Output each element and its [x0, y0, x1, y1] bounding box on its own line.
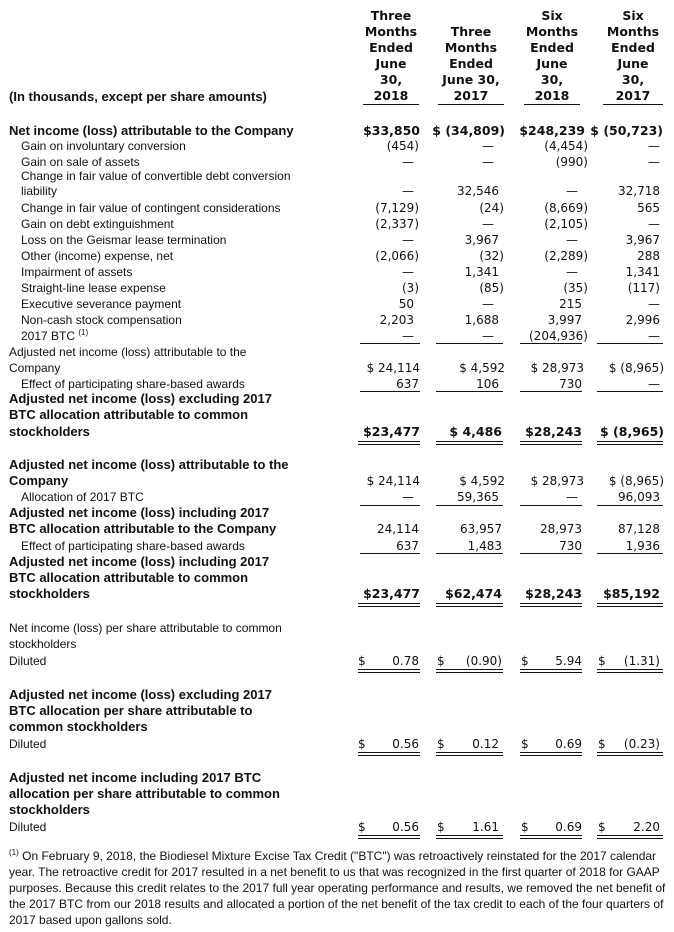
- cell: —: [482, 297, 494, 311]
- row-label: Diluted: [9, 654, 47, 668]
- currency-symbol: $: [521, 737, 529, 751]
- cell: (1.31): [623, 654, 660, 668]
- total-rule: [520, 603, 582, 607]
- cell: (3): [402, 281, 419, 295]
- cell: —: [482, 155, 494, 169]
- cell: (2,337): [375, 217, 419, 231]
- cell: 1,936: [625, 539, 660, 553]
- row-label: stockholders: [9, 637, 77, 651]
- row-label-text: 2017 BTC: [21, 329, 76, 343]
- subtotal-rule: [520, 505, 582, 506]
- total-rule: [520, 669, 582, 673]
- cell: $ 4,592: [459, 361, 505, 375]
- cell: $ (34,809): [432, 123, 505, 138]
- cell: 2,996: [625, 313, 660, 327]
- cell: 3,967: [625, 233, 660, 247]
- cell: $62,474: [445, 586, 502, 601]
- cell: 730: [559, 539, 582, 553]
- cell: —: [566, 184, 578, 198]
- subtotal-rule: [520, 553, 582, 554]
- cell: (2,289): [544, 249, 588, 263]
- row-label: Adjusted net income (loss) attributable to the: [9, 457, 289, 472]
- cell: —: [402, 265, 414, 279]
- cell: 0.69: [555, 737, 582, 751]
- currency-symbol: $: [598, 820, 606, 834]
- subtotal-rule: [360, 391, 420, 392]
- total-rule: [597, 835, 663, 839]
- cell: 1.61: [472, 820, 499, 834]
- cell: —: [402, 329, 414, 343]
- subtotal-rule: [597, 505, 663, 506]
- cell: 288: [637, 249, 660, 263]
- total-rule: [358, 835, 420, 839]
- subtotal-rule: [436, 391, 503, 392]
- row-label: BTC allocation per share attributable to: [9, 703, 253, 718]
- cell: 63,957: [460, 522, 502, 536]
- footnote-marker: (1): [9, 848, 19, 857]
- cell: —: [402, 490, 414, 504]
- cell: —: [648, 297, 660, 311]
- units-label: (In thousands, except per share amounts): [9, 89, 267, 104]
- cell: 0.12: [472, 737, 499, 751]
- cell: —: [482, 329, 494, 343]
- row-label: Gain on involuntary conversion: [21, 139, 186, 153]
- row-label: Diluted: [9, 737, 47, 751]
- cell: —: [648, 139, 660, 153]
- subtotal-rule: [436, 343, 503, 344]
- row-label: [21, 328, 88, 344]
- currency-symbol: $: [437, 820, 445, 834]
- currency-symbol: $: [437, 737, 445, 751]
- cell: $ (50,723): [590, 123, 663, 138]
- subtotal-rule: [436, 553, 503, 554]
- cell: (0.23): [623, 737, 660, 751]
- cell: —: [648, 329, 660, 343]
- cell: 32,718: [618, 184, 660, 198]
- subtotal-rule: [520, 391, 582, 392]
- total-rule: [520, 441, 582, 445]
- total-rule: [358, 603, 420, 607]
- row-label: Adjusted net income (loss) excluding 2017: [9, 687, 272, 702]
- cell: $23,477: [363, 424, 420, 439]
- row-label: Impairment of assets: [21, 265, 133, 279]
- cell: —: [648, 155, 660, 169]
- cell: (4,454): [544, 139, 588, 153]
- subtotal-rule: [597, 391, 663, 392]
- cell: —: [566, 265, 578, 279]
- col-header-6m-2018: Six Months Ended June 30, 2018: [525, 8, 579, 103]
- total-rule: [597, 603, 663, 607]
- row-label: stockholders: [9, 802, 90, 817]
- cell: (454): [386, 139, 419, 153]
- footnote-ref: (1): [78, 328, 89, 337]
- cell: 0.69: [555, 820, 582, 834]
- cell: 0.56: [392, 737, 419, 751]
- row-label: Gain on debt extinguishment: [21, 217, 174, 231]
- cell: —: [402, 233, 414, 247]
- total-rule: [358, 669, 420, 673]
- row-label: BTC allocation attributable to common: [9, 570, 249, 585]
- col-header-6m-2017: Six Months Ended June 30, 2017: [603, 8, 663, 105]
- cell: $ 24,114: [366, 474, 420, 488]
- cell: —: [402, 184, 414, 198]
- cell: —: [566, 490, 578, 504]
- cell: 32,546: [457, 184, 499, 198]
- cell: —: [648, 217, 660, 231]
- cell: 637: [396, 539, 419, 553]
- row-label: BTC allocation attributable to common: [9, 407, 249, 422]
- cell: (35): [563, 281, 588, 295]
- cell: $248,239: [519, 123, 585, 138]
- cell: 59,365: [457, 490, 499, 504]
- row-label: Allocation of 2017 BTC: [21, 490, 144, 504]
- total-rule: [597, 441, 663, 445]
- cell: $ (8,965): [599, 424, 664, 439]
- cell: 3,997: [547, 313, 582, 327]
- cell: 2,203: [379, 313, 414, 327]
- cell: $ 28,973: [530, 361, 584, 375]
- total-rule: [597, 669, 663, 673]
- cell: 0.56: [392, 820, 419, 834]
- currency-symbol: $: [521, 654, 529, 668]
- cell: 637: [396, 377, 419, 391]
- footnote-text: On February 9, 2018, the Biodiesel Mixture Excise Tax Credit ("BTC") was retroactively reinstated for the 2017 calendar year. The retroactive credit for 2017 resulted in a net benefit to us that was recognized in the first quarter of 2018 for GAAP purposes. Because this credit relates to the 2017 full year operating performance and results, we removed the net benefit of the 2017 BTC from our 2018 results and allocated a portion of the net benefit of the tax credit to each of the four quarters of 2017 based upon gallons sold.: [9, 849, 666, 927]
- total-rule: [358, 752, 420, 756]
- cell: (2,105): [544, 217, 588, 231]
- row-label: Adjusted net income (loss) including 2017: [9, 505, 270, 520]
- row-label: Gain on sale of assets: [21, 155, 140, 169]
- row-label: Adjusted net income including 2017 BTC: [9, 770, 262, 785]
- row-label: Non-cash stock compensation: [21, 313, 182, 327]
- currency-symbol: $: [598, 654, 606, 668]
- currency-symbol: $: [358, 820, 366, 834]
- cell: (32): [479, 249, 504, 263]
- cell: 24,114: [377, 522, 419, 536]
- row-label: allocation per share attributable to common: [9, 786, 280, 801]
- subtotal-rule: [360, 553, 420, 554]
- cell: $85,192: [603, 586, 660, 601]
- cell: $ (8,965): [608, 361, 664, 375]
- row-label: Straight-line lease expense: [21, 281, 166, 295]
- cell: 1,688: [464, 313, 499, 327]
- total-rule: [436, 669, 503, 673]
- cell: 87,128: [618, 522, 660, 536]
- row-label: Company: [9, 361, 61, 375]
- col-header-q2-2017: Three Months Ended June 30, 2017: [438, 24, 504, 105]
- cell: $ 4,486: [449, 424, 502, 439]
- row-label: Adjusted net income (loss) excluding 2017: [9, 391, 272, 406]
- row-label: Effect of participating share-based awards: [21, 539, 245, 553]
- col-header-q2-2018: Three Months Ended June 30, 2018: [364, 8, 418, 103]
- cell: 106: [476, 377, 499, 391]
- cell: —: [402, 155, 414, 169]
- currency-symbol: $: [521, 820, 529, 834]
- row-label: Change in fair value of contingent considerations: [21, 201, 281, 215]
- cell: 50: [398, 297, 414, 311]
- footnote: [9, 848, 669, 928]
- cell: $23,477: [363, 586, 420, 601]
- row-label: liability: [21, 184, 58, 198]
- row-label: Net income (loss) per share attributable to common: [9, 621, 282, 635]
- row-label: Executive severance payment: [21, 297, 182, 311]
- currency-symbol: $: [358, 654, 366, 668]
- cell: 28,973: [540, 522, 582, 536]
- cell: (0.90): [465, 654, 502, 668]
- cell: $ 24,114: [366, 361, 420, 375]
- currency-symbol: $: [358, 737, 366, 751]
- row-label: Adjusted net income (loss) including 2017: [9, 554, 270, 569]
- total-rule: [520, 835, 582, 839]
- cell: $ 4,592: [459, 474, 505, 488]
- cell: —: [648, 377, 660, 391]
- total-rule: [436, 752, 503, 756]
- total-rule: [520, 752, 582, 756]
- cell: 3,967: [464, 233, 499, 247]
- cell: 5.94: [555, 654, 582, 668]
- cell: 1,341: [625, 265, 660, 279]
- subtotal-rule: [597, 553, 663, 554]
- cell: (8,669): [544, 201, 588, 215]
- total-rule: [597, 752, 663, 756]
- cell: 0.78: [392, 654, 419, 668]
- cell: (7,129): [375, 201, 419, 215]
- row-label: Diluted: [9, 820, 47, 834]
- cell: 215: [559, 297, 582, 311]
- subtotal-rule: [597, 343, 663, 344]
- total-rule: [436, 603, 503, 607]
- currency-symbol: $: [598, 737, 606, 751]
- cell: $28,243: [525, 586, 582, 601]
- row-label: Company: [9, 473, 69, 488]
- subtotal-rule: [360, 343, 420, 344]
- row-label: Net income (loss) attributable to the Company: [9, 123, 294, 138]
- row-label: Effect of participating share-based awards: [21, 377, 245, 391]
- total-rule: [358, 441, 420, 445]
- cell: —: [482, 217, 494, 231]
- cell: —: [482, 139, 494, 153]
- cell: (85): [479, 281, 504, 295]
- row-label: Other (income) expense, net: [21, 249, 174, 263]
- cell: $33,850: [363, 123, 420, 138]
- cell: $ (8,965): [608, 474, 664, 488]
- cell: (204,936): [529, 329, 588, 343]
- currency-symbol: $: [437, 654, 445, 668]
- row-label: Adjusted net income (loss) attributable to the: [9, 345, 247, 359]
- row-label: stockholders: [9, 586, 90, 601]
- cell: (2,066): [375, 249, 419, 263]
- cell: $ 28,973: [530, 474, 584, 488]
- row-label: Change in fair value of convertible debt conversion: [21, 169, 291, 183]
- cell: 2.20: [633, 820, 660, 834]
- subtotal-rule: [520, 343, 582, 344]
- cell: 565: [637, 201, 660, 215]
- cell: 1,341: [464, 265, 499, 279]
- subtotal-rule: [360, 505, 420, 506]
- total-rule: [436, 441, 503, 445]
- row-label: Loss on the Geismar lease termination: [21, 233, 227, 247]
- cell: (990): [555, 155, 588, 169]
- row-label: stockholders: [9, 424, 90, 439]
- cell: 730: [559, 377, 582, 391]
- subtotal-rule: [436, 505, 503, 506]
- cell: (117): [627, 281, 660, 295]
- row-label: BTC allocation attributable to the Company: [9, 521, 277, 536]
- cell: $28,243: [525, 424, 582, 439]
- total-rule: [436, 835, 503, 839]
- row-label: common stockholders: [9, 719, 148, 734]
- cell: 1,483: [467, 539, 502, 553]
- cell: 96,093: [618, 490, 660, 504]
- cell: —: [566, 233, 578, 247]
- cell: (24): [479, 201, 504, 215]
